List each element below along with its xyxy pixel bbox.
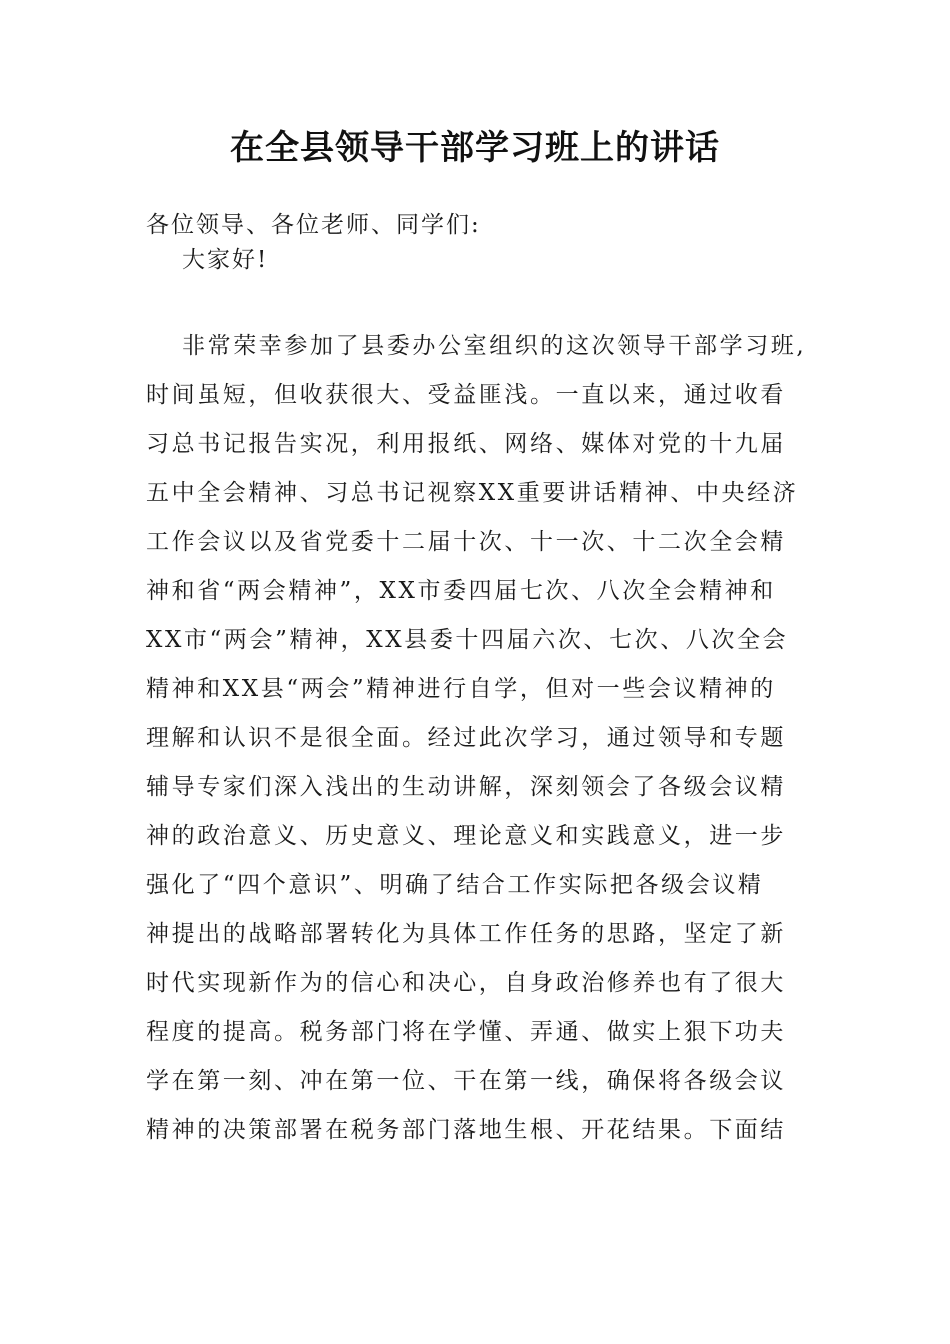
body-paragraph — [146, 322, 846, 1155]
document-title: 在全县领导干部学习班上的讲话 — [230, 128, 720, 168]
paragraph-line: 程度的提高。税务部门将在学懂、弄通、做实上狠下功夫 — [146, 1019, 786, 1045]
paragraph-line: 神和省“两会精神”，XX市委四届七次、八次全会精神和 — [146, 578, 776, 604]
paragraph-line: 理解和认识不是很全面。经过此次学习，通过领导和专题 — [146, 725, 786, 751]
paragraph-line: 神的政治意义、历史意义、理论意义和实践意义，进一步 — [146, 823, 786, 849]
paragraph-line: 非常荣幸参加了县委办公室组织的这次领导干部学习班, — [182, 333, 807, 359]
paragraph-line: 精神和XX县“两会”精神进行自学，但对一些会议精神的 — [146, 676, 776, 702]
paragraph-line: 时代实现新作为的信心和决心，自身政治修养也有了很大 — [146, 970, 786, 996]
paragraph-line: 工作会议以及省党委十二届十次、十一次、十二次全会精 — [146, 529, 786, 555]
paragraph-line: 五中全会精神、习总书记视察XX重要讲话精神、中央经济 — [146, 480, 799, 506]
paragraph-line: 精神的决策部署在税务部门落地生根、开花结果。下面结 — [146, 1117, 786, 1143]
paragraph-line: XX市“两会”精神，XX县委十四届六次、七次、八次全会 — [146, 627, 789, 653]
greeting: 大家好! — [182, 247, 269, 273]
paragraph-line: 习总书记报告实况，利用报纸、网络、媒体对党的十九届 — [146, 431, 786, 457]
salutation: 各位领导、各位老师、同学们: — [146, 212, 481, 238]
paragraph-line: 学在第一刻、冲在第一位、干在第一线，确保将各级会议 — [146, 1068, 786, 1094]
paragraph-line: 时间虽短，但收获很大、受益匪浅。一直以来，通过收看 — [146, 382, 786, 408]
paragraph-line: 神提出的战略部署转化为具体工作任务的思路，坚定了新 — [146, 921, 786, 947]
paragraph-line: 强化了“四个意识”、明确了结合工作实际把各级会议精 — [146, 872, 764, 898]
paragraph-line: 辅导专家们深入浅出的生动讲解，深刻领会了各级会议精 — [146, 774, 786, 800]
